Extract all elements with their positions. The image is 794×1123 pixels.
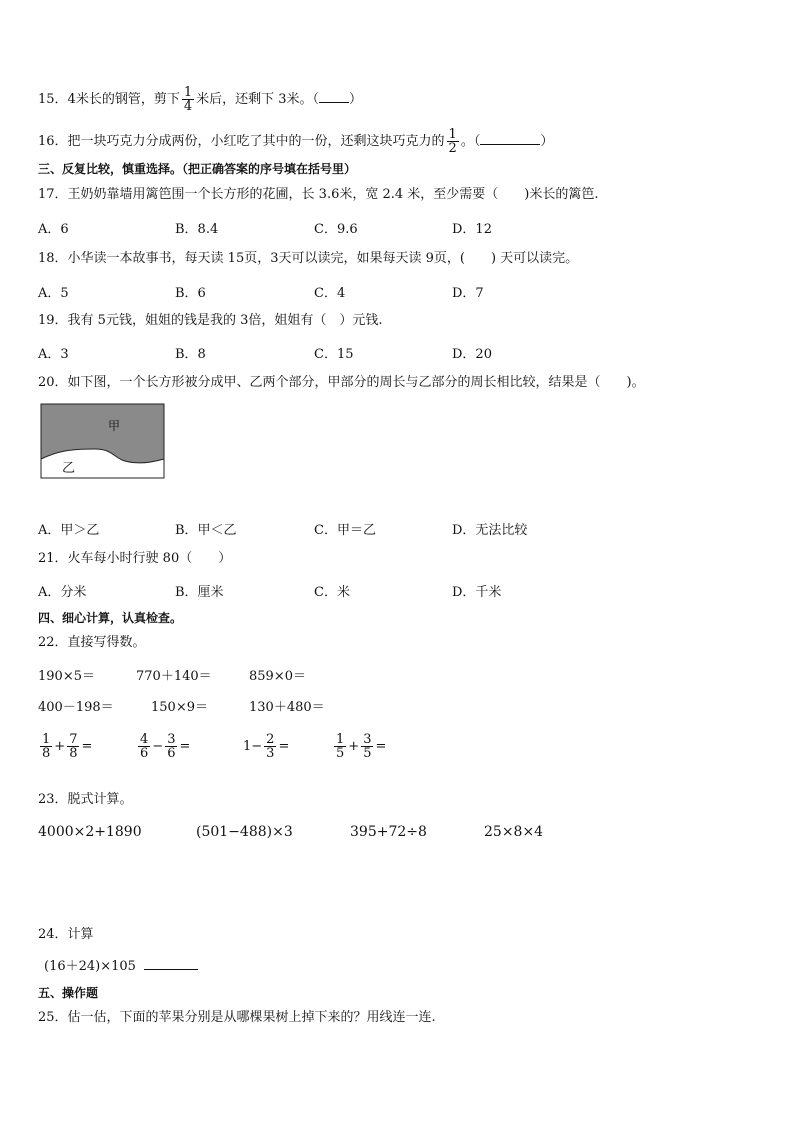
- fraction-calc-4: $\frac{1}{5}$ + $\frac{3}{5}$ =: [336, 732, 387, 761]
- rectangle-diagram: [40, 403, 166, 480]
- section-3-heading: 三、反复比较，慎重选择。（把正确答案的序号填在括号里）: [38, 162, 357, 176]
- calc-item: 400－198＝: [38, 700, 114, 715]
- fraction-calc-3: 1− $\frac{2}{3}$ =: [243, 732, 290, 761]
- question-16: 16．把一块巧克力分成两份，小红吃了其中的一份，还剩这块巧克力的 $\frac{1}{2}$ 。（ ）: [38, 127, 554, 156]
- option-d[interactable]: D．千米: [452, 585, 502, 600]
- calc-item: 25×8×4: [484, 824, 544, 840]
- calc-item: 190×5＝: [38, 669, 95, 684]
- calc-item: 859×0＝: [249, 669, 306, 684]
- option-c[interactable]: C．甲＝乙: [314, 523, 376, 538]
- option-b[interactable]: B．8: [175, 347, 206, 362]
- option-a[interactable]: A．甲＞乙: [38, 523, 100, 538]
- option-a[interactable]: A．3: [38, 347, 69, 362]
- section-5-heading: 五、操作题: [38, 986, 99, 1000]
- question-24-title: 24．计算: [38, 927, 94, 942]
- answer-blank[interactable]: [480, 132, 540, 145]
- question-17: 17．王奶奶靠墙用篱笆围一个长方形的花圃，长 3.6米，宽 2.4 米，至少需要（ )米长的篱笆.: [38, 187, 599, 202]
- question-21: 21．火车每小时行驶 80（ ）: [38, 551, 232, 566]
- fraction-calc-2: $\frac{4}{6}$ − $\frac{3}{6}$ =: [140, 732, 191, 761]
- label-yi: 乙: [62, 461, 76, 476]
- fraction: $\frac{1}{4}$: [183, 85, 193, 114]
- rectangle-figure: [40, 403, 166, 484]
- option-d[interactable]: D．无法比较: [452, 523, 528, 538]
- calc-item: 150×9＝: [151, 700, 208, 715]
- question-22-title: 22．直接写得数。: [38, 635, 146, 650]
- option-a[interactable]: A．6: [38, 222, 69, 237]
- label-jia: 甲: [108, 419, 121, 433]
- answer-blank[interactable]: [319, 90, 349, 103]
- question-20: 20．如下图，一个长方形被分成甲、乙两个部分，甲部分的周长与乙部分的周长相比较，结果是（ )。: [38, 375, 645, 390]
- calc-item: 4000×2+1890: [38, 824, 142, 840]
- option-b[interactable]: B．6: [175, 286, 206, 301]
- option-b[interactable]: B．甲＜乙: [175, 523, 237, 538]
- option-c[interactable]: C．4: [314, 286, 346, 301]
- question-19: 19．我有 5元钱，姐姐的钱是我的 3倍，姐姐有（ ）元钱.: [38, 313, 383, 328]
- option-a[interactable]: A．5: [38, 286, 69, 301]
- option-c[interactable]: C．米: [314, 585, 350, 600]
- question-15: 15．4米长的钢管，剪下 $\frac{1}{4}$ 米后，还剩下 3米。（ ）: [38, 85, 363, 114]
- option-a[interactable]: A．分米: [38, 585, 87, 600]
- calc-item: (501−488)×3: [196, 824, 293, 840]
- calc-item: 770＋140＝: [136, 669, 212, 684]
- fraction-calc-1: $\frac{1}{8}$ + $\frac{7}{8}$ =: [42, 732, 93, 761]
- question-25: 25．估一估，下面的苹果分别是从哪棵果树上掉下来的？用线连一连.: [38, 1010, 436, 1025]
- option-d[interactable]: D．12: [452, 222, 492, 237]
- question-23-title: 23．脱式计算。: [38, 792, 133, 807]
- option-c[interactable]: C．15: [314, 347, 354, 362]
- calc-item: 130＋480＝: [249, 700, 325, 715]
- option-d[interactable]: D．20: [452, 347, 492, 362]
- option-d[interactable]: D．7: [452, 286, 484, 301]
- question-18: 18．小华读一本故事书，每天读 15页，3天可以读完，如果每天读 9页，( ) 天可以读完。: [38, 251, 579, 266]
- section-4-heading: 四、细心计算，认真检查。: [38, 611, 183, 625]
- question-24-expr: (16＋24)×105: [44, 957, 198, 977]
- calc-item: 395+72÷8: [350, 824, 427, 840]
- option-c[interactable]: C．9.6: [314, 222, 358, 237]
- option-b[interactable]: B．厘米: [175, 585, 224, 600]
- option-b[interactable]: B．8.4: [175, 222, 219, 237]
- fraction: $\frac{1}{2}$: [448, 127, 457, 156]
- answer-blank[interactable]: [144, 957, 198, 970]
